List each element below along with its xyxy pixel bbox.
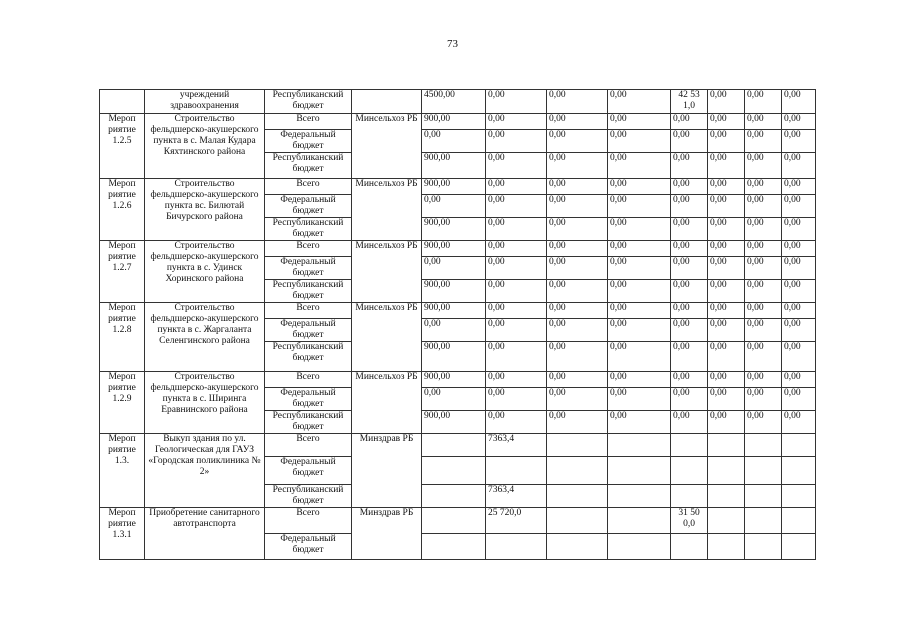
value-cell: 25 720,0	[486, 508, 547, 534]
value-cell: 0,00	[486, 372, 547, 388]
value-cell: 0,00	[708, 195, 745, 218]
value-cell: 0,00	[547, 303, 608, 319]
value-cell	[671, 485, 708, 508]
table-row	[100, 179, 816, 195]
value-cell	[745, 485, 782, 508]
value-cell	[782, 485, 816, 508]
value-cell: 900,00	[422, 372, 486, 388]
value-cell	[486, 534, 547, 560]
value-cell: 0,00	[671, 218, 708, 241]
value-cell: 0,00	[486, 319, 547, 342]
executor-cell: Минсельхоз РБ	[352, 179, 422, 241]
value-cell	[708, 534, 745, 560]
value-cell	[745, 508, 782, 534]
value-cell	[422, 534, 486, 560]
event-description-cell: Строительство фельдшерско-акушерского пункта в с. Удинск Хоринского района	[145, 241, 265, 303]
funding-source-cell: Федеральный бюджет	[265, 534, 352, 560]
value-cell: 0,00	[547, 372, 608, 388]
value-cell: 0,00	[745, 218, 782, 241]
value-cell: 0,00	[708, 179, 745, 195]
value-cell: 900,00	[422, 241, 486, 257]
value-cell: 7363,4	[486, 434, 547, 457]
value-cell: 0,00	[547, 388, 608, 411]
value-cell	[486, 457, 547, 485]
value-cell	[782, 508, 816, 534]
value-cell: 900,00	[422, 218, 486, 241]
value-cell: 0,00	[782, 179, 816, 195]
value-cell: 0,00	[671, 280, 708, 303]
value-cell: 0,00	[547, 218, 608, 241]
table-row	[100, 90, 816, 114]
value-cell: 0,00	[547, 179, 608, 195]
value-cell: 0,00	[671, 114, 708, 130]
value-cell: 0,00	[745, 257, 782, 280]
value-cell: 0,00	[547, 319, 608, 342]
event-description-cell: Строительство фельдшерско-акушерского пункта в с. Ширинга Еравнинского района	[145, 372, 265, 434]
executor-cell: Минсельхоз РБ	[352, 372, 422, 434]
value-cell	[547, 534, 608, 560]
funding-source-cell: Республиканский бюджет	[265, 485, 352, 508]
value-cell: 0,00	[608, 303, 671, 319]
value-cell	[422, 434, 486, 457]
value-cell	[745, 457, 782, 485]
event-code-cell	[100, 90, 145, 114]
table-row	[100, 434, 816, 457]
executor-cell: Минсельхоз РБ	[352, 241, 422, 303]
value-cell: 0,00	[745, 114, 782, 130]
value-cell: 0,00	[486, 179, 547, 195]
funding-source-cell: Всего	[265, 508, 352, 534]
funding-source-cell: Федеральный бюджет	[265, 457, 352, 485]
value-cell: 0,00	[708, 342, 745, 372]
funding-source-cell: Республиканский бюджет	[265, 153, 352, 179]
value-cell: 0,00	[708, 153, 745, 179]
value-cell: 0,00	[608, 372, 671, 388]
executor-cell: Минсельхоз РБ	[352, 303, 422, 372]
value-cell: 0,00	[608, 280, 671, 303]
funding-source-cell: Всего	[265, 179, 352, 195]
event-description-cell: учреждений здравоохранения	[145, 90, 265, 114]
funding-source-cell: Всего	[265, 241, 352, 257]
value-cell: 900,00	[422, 153, 486, 179]
value-cell	[671, 434, 708, 457]
value-cell: 0,00	[782, 195, 816, 218]
funding-source-cell: Всего	[265, 434, 352, 457]
value-cell	[708, 434, 745, 457]
value-cell: 0,00	[422, 319, 486, 342]
value-cell: 0,00	[608, 153, 671, 179]
table-row	[100, 372, 816, 388]
value-cell: 0,00	[782, 372, 816, 388]
value-cell: 0,00	[547, 241, 608, 257]
value-cell: 0,00	[782, 411, 816, 434]
value-cell: 0,00	[608, 257, 671, 280]
funding-source-cell: Всего	[265, 372, 352, 388]
value-cell: 0,00	[782, 218, 816, 241]
value-cell: 0,00	[486, 257, 547, 280]
value-cell: 0,00	[671, 130, 708, 153]
funding-source-cell: Всего	[265, 303, 352, 319]
value-cell: 0,00	[745, 411, 782, 434]
value-cell	[422, 508, 486, 534]
value-cell	[547, 457, 608, 485]
value-cell: 0,00	[608, 179, 671, 195]
value-cell: 0,00	[708, 280, 745, 303]
value-cell: 0,00	[708, 90, 745, 114]
value-cell: 0,00	[671, 388, 708, 411]
value-cell: 0,00	[782, 342, 816, 372]
value-cell: 0,00	[671, 195, 708, 218]
value-cell: 0,00	[486, 130, 547, 153]
table-row	[100, 241, 816, 257]
value-cell: 900,00	[422, 411, 486, 434]
value-cell	[708, 508, 745, 534]
value-cell	[547, 508, 608, 534]
value-cell: 0,00	[671, 342, 708, 372]
value-cell: 0,00	[608, 342, 671, 372]
value-cell	[608, 485, 671, 508]
funding-source-cell: Федеральный бюджет	[265, 319, 352, 342]
value-cell: 0,00	[708, 388, 745, 411]
value-cell	[782, 534, 816, 560]
value-cell: 0,00	[486, 411, 547, 434]
value-cell: 0,00	[547, 195, 608, 218]
value-cell: 0,00	[547, 411, 608, 434]
value-cell: 0,00	[547, 130, 608, 153]
funding-source-cell: Республиканский бюджет	[265, 218, 352, 241]
value-cell: 0,00	[608, 241, 671, 257]
event-code-cell: Мероп риятие 1.2.7	[100, 241, 145, 303]
value-cell: 0,00	[782, 257, 816, 280]
value-cell: 0,00	[608, 114, 671, 130]
value-cell: 0,00	[745, 195, 782, 218]
value-cell: 0,00	[671, 241, 708, 257]
value-cell: 0,00	[547, 280, 608, 303]
value-cell: 0,00	[708, 411, 745, 434]
value-cell: 900,00	[422, 303, 486, 319]
value-cell: 0,00	[708, 130, 745, 153]
value-cell: 0,00	[486, 90, 547, 114]
executor-cell: Минсельхоз РБ	[352, 114, 422, 179]
value-cell	[782, 434, 816, 457]
event-code-cell: Мероп риятие 1.2.6	[100, 179, 145, 241]
value-cell: 0,00	[745, 280, 782, 303]
value-cell: 0,00	[547, 153, 608, 179]
value-cell: 0,00	[708, 241, 745, 257]
value-cell: 0,00	[782, 241, 816, 257]
value-cell: 0,00	[422, 257, 486, 280]
value-cell: 0,00	[745, 153, 782, 179]
value-cell	[708, 485, 745, 508]
value-cell: 0,00	[608, 218, 671, 241]
executor-cell: Минздрав РБ	[352, 434, 422, 508]
funding-source-cell: Республиканский бюджет	[265, 411, 352, 434]
value-cell: 0,00	[671, 303, 708, 319]
value-cell: 0,00	[782, 319, 816, 342]
value-cell: 900,00	[422, 280, 486, 303]
value-cell: 0,00	[486, 195, 547, 218]
value-cell: 0,00	[671, 319, 708, 342]
value-cell: 0,00	[745, 388, 782, 411]
value-cell: 0,00	[608, 195, 671, 218]
value-cell: 0,00	[708, 319, 745, 342]
value-cell: 4500,00	[422, 90, 486, 114]
value-cell: 0,00	[708, 114, 745, 130]
value-cell: 0,00	[782, 303, 816, 319]
funding-source-cell: Республиканский бюджет	[265, 90, 352, 114]
value-cell: 0,00	[671, 257, 708, 280]
value-cell: 0,00	[422, 130, 486, 153]
value-cell: 0,00	[708, 257, 745, 280]
value-cell: 0,00	[745, 179, 782, 195]
value-cell: 0,00	[486, 342, 547, 372]
value-cell	[608, 434, 671, 457]
value-cell: 0,00	[782, 280, 816, 303]
value-cell: 0,00	[486, 280, 547, 303]
value-cell: 0,00	[745, 241, 782, 257]
event-code-cell: Мероп риятие 1.3.	[100, 434, 145, 508]
value-cell: 0,00	[608, 411, 671, 434]
budget-table	[99, 89, 816, 560]
value-cell	[745, 534, 782, 560]
executor-cell	[352, 90, 422, 114]
value-cell: 0,00	[547, 257, 608, 280]
value-cell: 0,00	[547, 90, 608, 114]
value-cell: 0,00	[745, 90, 782, 114]
value-cell: 0,00	[782, 388, 816, 411]
value-cell: 31 50 0,0	[671, 508, 708, 534]
value-cell: 0,00	[782, 153, 816, 179]
value-cell: 0,00	[671, 179, 708, 195]
value-cell	[422, 457, 486, 485]
value-cell: 0,00	[671, 372, 708, 388]
value-cell: 0,00	[708, 218, 745, 241]
funding-source-cell: Федеральный бюджет	[265, 388, 352, 411]
value-cell: 0,00	[608, 388, 671, 411]
value-cell: 0,00	[782, 90, 816, 114]
value-cell	[745, 434, 782, 457]
value-cell: 0,00	[486, 114, 547, 130]
event-description-cell: Строительство фельдшерско-акушерского пункта в с. Жаргаланта Селенгинского района	[145, 303, 265, 372]
value-cell: 0,00	[671, 411, 708, 434]
value-cell: 0,00	[422, 388, 486, 411]
event-description-cell: Приобретение санитарного автотранспорта	[145, 508, 265, 560]
funding-source-cell: Федеральный бюджет	[265, 195, 352, 218]
value-cell: 0,00	[486, 241, 547, 257]
table-row	[100, 303, 816, 319]
value-cell: 0,00	[608, 130, 671, 153]
event-code-cell: Мероп риятие 1.2.5	[100, 114, 145, 179]
value-cell: 7363,4	[486, 485, 547, 508]
value-cell	[708, 457, 745, 485]
value-cell: 0,00	[745, 319, 782, 342]
funding-source-cell: Республиканский бюджет	[265, 342, 352, 372]
value-cell: 0,00	[486, 153, 547, 179]
value-cell: 0,00	[745, 303, 782, 319]
event-code-cell: Мероп риятие 1.3.1	[100, 508, 145, 560]
value-cell: 0,00	[782, 114, 816, 130]
value-cell	[422, 485, 486, 508]
table-row	[100, 508, 816, 534]
value-cell	[671, 534, 708, 560]
value-cell: 0,00	[708, 372, 745, 388]
value-cell: 0,00	[608, 90, 671, 114]
value-cell: 0,00	[745, 342, 782, 372]
value-cell: 0,00	[422, 195, 486, 218]
executor-cell: Минздрав РБ	[352, 508, 422, 560]
value-cell: 0,00	[708, 303, 745, 319]
event-description-cell: Строительство фельдшерско-акушерского пункта в с. Малая Кудара Кяхтинского района	[145, 114, 265, 179]
value-cell: 0,00	[745, 130, 782, 153]
funding-source-cell: Всего	[265, 114, 352, 130]
event-code-cell: Мероп риятие 1.2.8	[100, 303, 145, 372]
funding-source-cell: Республиканский бюджет	[265, 280, 352, 303]
event-description-cell: Выкуп здания по ул. Геологическая для ГАУЗ «Городская поликлиника № 2»	[145, 434, 265, 508]
value-cell	[782, 457, 816, 485]
value-cell: 0,00	[671, 153, 708, 179]
page-number: 73	[447, 38, 458, 50]
funding-source-cell: Федеральный бюджет	[265, 130, 352, 153]
value-cell	[608, 457, 671, 485]
value-cell	[608, 508, 671, 534]
table-row	[100, 114, 816, 130]
value-cell	[547, 485, 608, 508]
value-cell: 42 53 1,0	[671, 90, 708, 114]
value-cell	[671, 457, 708, 485]
value-cell: 900,00	[422, 179, 486, 195]
funding-source-cell: Федеральный бюджет	[265, 257, 352, 280]
event-description-cell: Строительство фельдшерско-акушерского пункта вс. Билютай Бичурского района	[145, 179, 265, 241]
value-cell: 0,00	[547, 114, 608, 130]
value-cell: 0,00	[608, 319, 671, 342]
value-cell: 0,00	[782, 130, 816, 153]
value-cell: 0,00	[486, 218, 547, 241]
value-cell: 0,00	[486, 303, 547, 319]
value-cell: 0,00	[745, 372, 782, 388]
value-cell	[608, 534, 671, 560]
value-cell	[547, 434, 608, 457]
value-cell: 900,00	[422, 114, 486, 130]
value-cell: 0,00	[486, 388, 547, 411]
value-cell: 900,00	[422, 342, 486, 372]
event-code-cell: Мероп риятие 1.2.9	[100, 372, 145, 434]
value-cell: 0,00	[547, 342, 608, 372]
